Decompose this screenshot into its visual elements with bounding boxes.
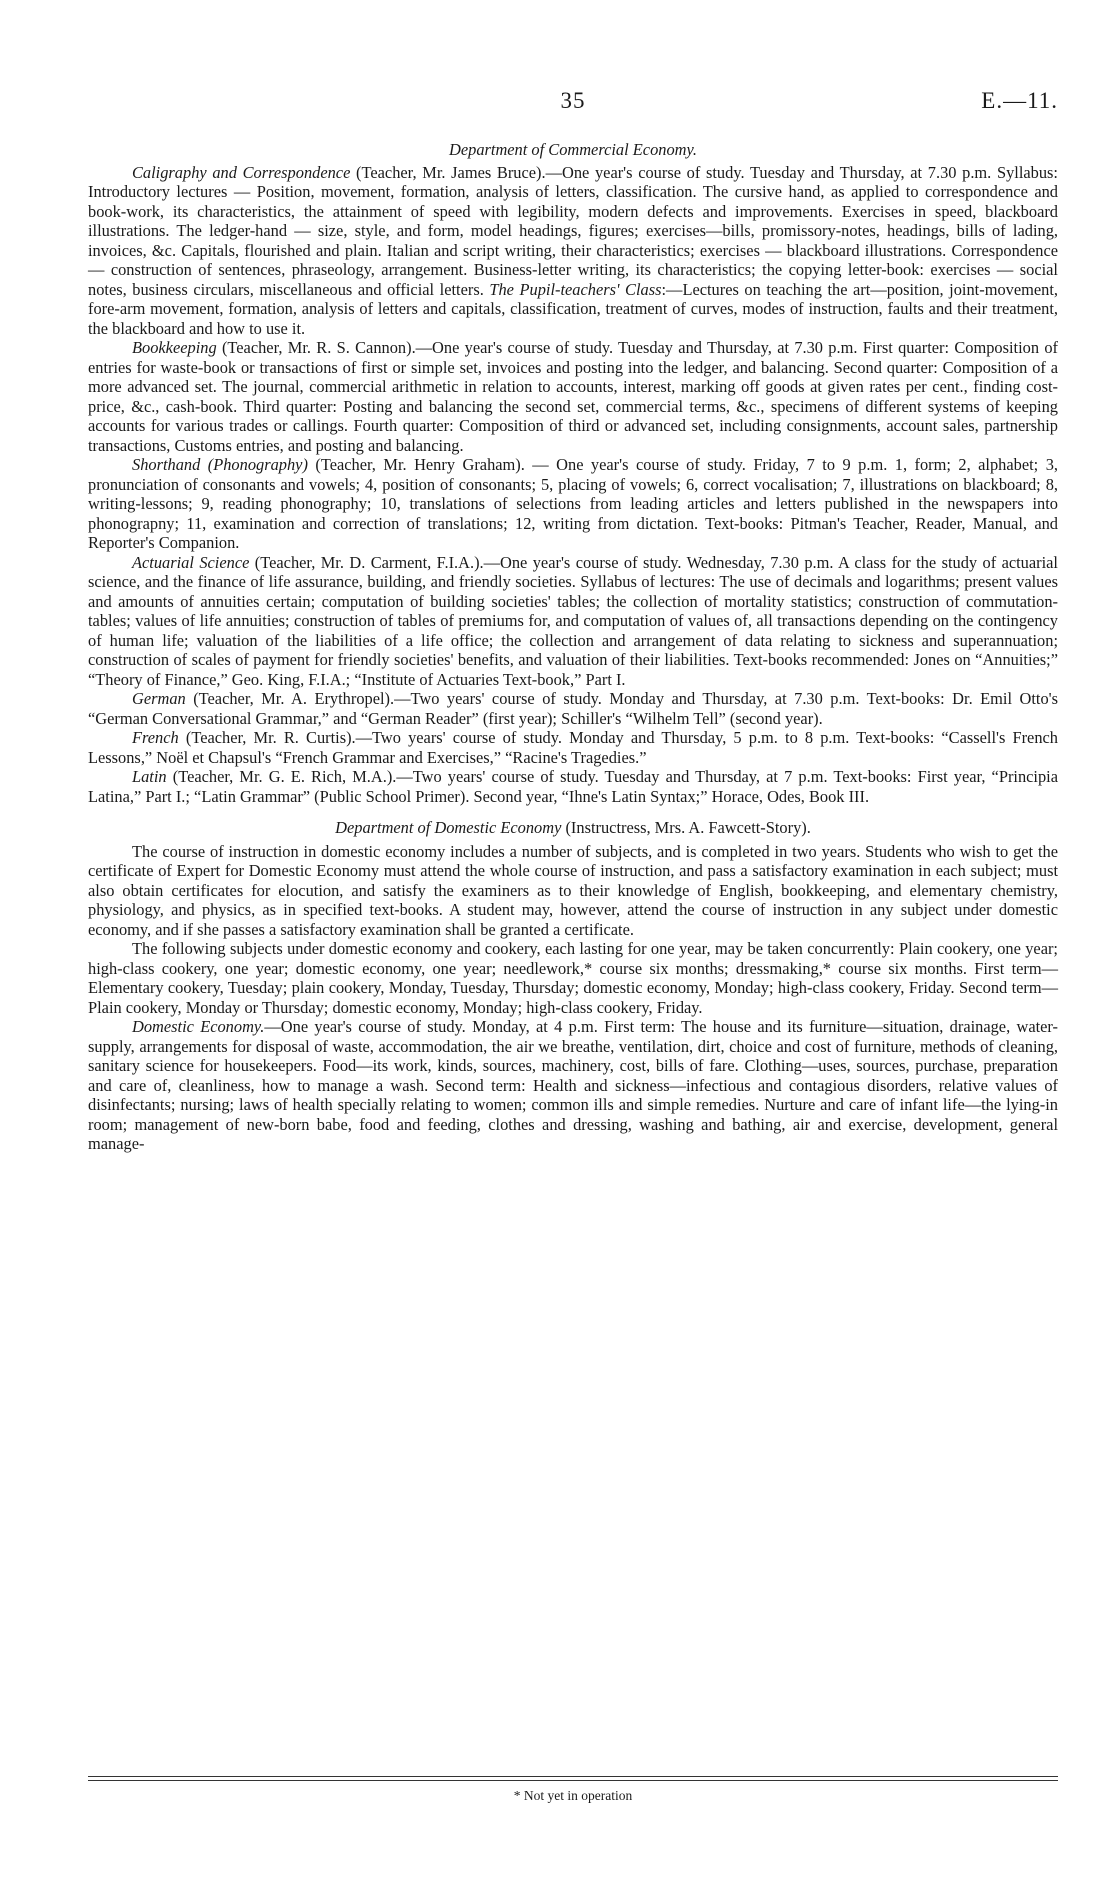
paragraph-text: (Teacher, Mr. R. S. Cannon).—One year's course of study. Tuesday and Thursday, at 7.30 p.m. First quarter: Composition of entries for waste-book or transactions of first or simple set, invoices and posting into the ledger, and balancing. Second quarter: Composition of a more advanced set. The journal, commercial arithmetic in relation to accounts, interest, marking off goods at given rates per cent., finding cost-price, &c., cash-book. Third quarter: Posting and balancing the second set, commercial terms, &c., specimens of different systems of keeping accounts for various trades or callings. Fourth quarter: Composition of third or advanced set, including consignments, account sales, partnership transactions, Customs entries, and posting and balancing. (88, 338, 1058, 455)
paragraph-actuarial (88, 553, 1058, 690)
paragraph-caligraphy (88, 163, 1058, 339)
paragraph-text: (Teacher, Mr. G. E. Rich, M.A.).—Two years' course of study. Tuesday and Thursday, at 7 p.m. Text-books: First year, “Principia Latina,” Part I.; “Latin Grammar” (Public School Primer). Second year, “Ihne's Latin Syntax;” Horace, Odes, Book III. (88, 767, 1058, 806)
subject-title: Latin (132, 767, 167, 786)
subject-title: Shorthand (Phonography) (132, 455, 308, 474)
paragraph-german (88, 689, 1058, 728)
section-heading-domestic (88, 818, 1058, 838)
document-reference: E.—11. (981, 88, 1058, 113)
paragraph-text: (Teacher, Mr. James Bruce).—One year's course of study. Tuesday and Thursday, at 7.30 p.m. Syllabus: Introductory lectures — Position, movement, formation, analysis of letters, classification. The cursive hand, as applied to correspondence and book-work, its characteristics, the attainment of speed with legibility, modern defects and improvements. Exercises in speed, blackboard illustrations. The ledger-hand — size, style, and form, model headings, figures; exercises—bills, promissory-notes, headings, bills of lading, invoices, &c. Capitals, flourished and plain. Italian and script writing, their characteristics; exercises — blackboard illustrations. Correspondence — construction of sentences, phraseology, arrangement. Business-letter writing, its characteristics; the copying letter-book: exercises — social notes, business circulars, miscellaneous and official letters. (88, 162, 1058, 299)
paragraph-text: (Teacher, Mr. D. Carment, F.I.A.).—One year's course of study. Wednesday, 7.30 p.m. A class for the study of actuarial science, and the finance of life assurance, building, and friendly societies. Syllabus of lectures: The use of decimals and logarithms; present values and amounts of annuities certain; computation of building societies' tables; the collection of mortality statistics; construction of commutation-tables; values of life annuities; construction of tables of premiums for, and computation of values of, all transactions depending on the contingency of human life; valuation of the liabilities of a life office; the collection and arrangement of data relating to sickness and superannuation; construction of scales of payment for friendly societies' benefits, and valuation of their liabilities. Text-books recommended: Jones on “Annuities;” “Theory of Finance,” Geo. King, F.I.A.; “Institute of Actuaries Text-book,” Part I. (88, 552, 1058, 689)
paragraph-text: —One year's course of study. Monday, at 4 p.m. First term: The house and its furniture—situation, drainage, water-supply, arrangements for disposal of waste, accommodation, the air we breathe, ventilation, dirt, choice and cost of furniture, methods of cleaning, sanitary science for housekeepers. Food—its work, kinds, sources, machinery, cost, bills of fare. Clothing—uses, sources, purchase, preparation and care of, cleanliness, how to manage a wash. Second term: Health and sickness—infectious and contagious disorders, relative values of disinfectants; nursing; laws of health specially relating to women; common ills and simple remedies. Nurture and care of infant life—the lying-in room; management of new-born babe, food and feeding, clothes and dressing, washing and bathing, air and exercise, development, general manage- (88, 1017, 1059, 1153)
footnote: * Not yet in operation (513, 1788, 633, 1803)
paragraph-text: :—Lectures on teaching the art—position, joint-movement, fore-arm movement, formation, analysis of letters and capitals, classification, treatment of curves, modes of instruction, faults and their treatment, the blackboard and how to use it. (88, 279, 1058, 338)
paragraph-domestic-economy (88, 1017, 1058, 1154)
footnote-divider (88, 1776, 1058, 1777)
subject-title: Bookkeeping (132, 338, 217, 357)
footnote-divider (88, 1780, 1058, 1781)
subject-title: French (132, 728, 179, 747)
section-heading-commercial: Department of Commercial Economy. (449, 140, 697, 159)
section-heading-rest: (Instructress, Mrs. A. Fawcett-Story). (561, 818, 811, 837)
paragraph-domestic-subjects: The following subjects under domestic economy and cookery, each lasting for one year, may be taken concurrently: Plain cookery, one year; high-class cookery, one year; domestic economy, one year; needlework,* course six months; dressmaking,* course six months. First term—Elementary cookery, Tuesday; plain cookery, Monday, Tuesday, Thursday; domestic economy, Monday; high-class cookery, Friday. Second term—Plain cookery, Monday or Thursday; domestic economy, Monday; high-class cookery, Friday. (88, 939, 1058, 1017)
subject-title: Actuarial Science (132, 552, 250, 572)
subject-title: The Pupil-teachers' Class (489, 279, 662, 299)
subject-title: German (132, 689, 186, 708)
subject-title: Domestic Economy. (132, 1017, 265, 1036)
page-body (88, 140, 1058, 1154)
paragraph-text: (Teacher, Mr. A. Erythropel).—Two years' course of study. Monday and Thursday, at 7.30 p.m. Text-books: Dr. Emil Otto's “German Conversational Grammar,” and “German Reader” (first year); Schiller's “Wilhelm Tell” (second year). (88, 689, 1058, 728)
paragraph-domestic-intro: The course of instruction in domestic economy includes a number of subjects, and is completed in two years. Students who wish to get the certificate of Expert for Domestic Economy must attend the whole course of instruction, and pass a satisfactory examination in each subject; must also obtain certificates for elocution, and satisfy the examiners as to their knowledge of English, bookkeeping, and elementary chemistry, physiology, and physics, as in specified text-books. A student may, however, attend the course of instruction in any subject under domestic economy, and if she passes a satisfactory examination shall be granted a certificate. (88, 841, 1058, 939)
page-header (88, 88, 1058, 128)
paragraph-bookkeeping (88, 338, 1058, 455)
page-number: 35 (560, 88, 586, 113)
paragraph-text: (Teacher, Mr. Henry Graham). — One year's course of study. Friday, 7 to 9 p.m. 1, form; 2, alphabet; 3, pronunciation of consonants and vowels; 4, position of consonants; 5, placing of vowels; 6, correct vocalisation; 7, illustrations on blackboard; 8, writing-lessons; 9, reading phonography; 10, translations of selections from leading articles and letters published in the newspapers into phonograpny; 11, examination and correction of translations; 12, writing from dictation. Text-books: Pitman's Teacher, Reader, Manual, and Reporter's Companion. (88, 455, 1058, 552)
section-heading-italic: Department of Domestic Economy (335, 818, 562, 837)
paragraph-text: (Teacher, Mr. R. Curtis).—Two years' course of study. Monday and Thursday, 5 p.m. to 8 p.m. Text-books: “Cassell's French Lessons,” Noël et Chapsul's “French Grammar and Exercises,” “Racine's Tragedies.” (88, 728, 1058, 767)
paragraph-french (88, 728, 1058, 767)
paragraph-shorthand (88, 455, 1058, 553)
paragraph-latin (88, 767, 1058, 806)
subject-title: Caligraphy and Correspondence (132, 162, 351, 182)
